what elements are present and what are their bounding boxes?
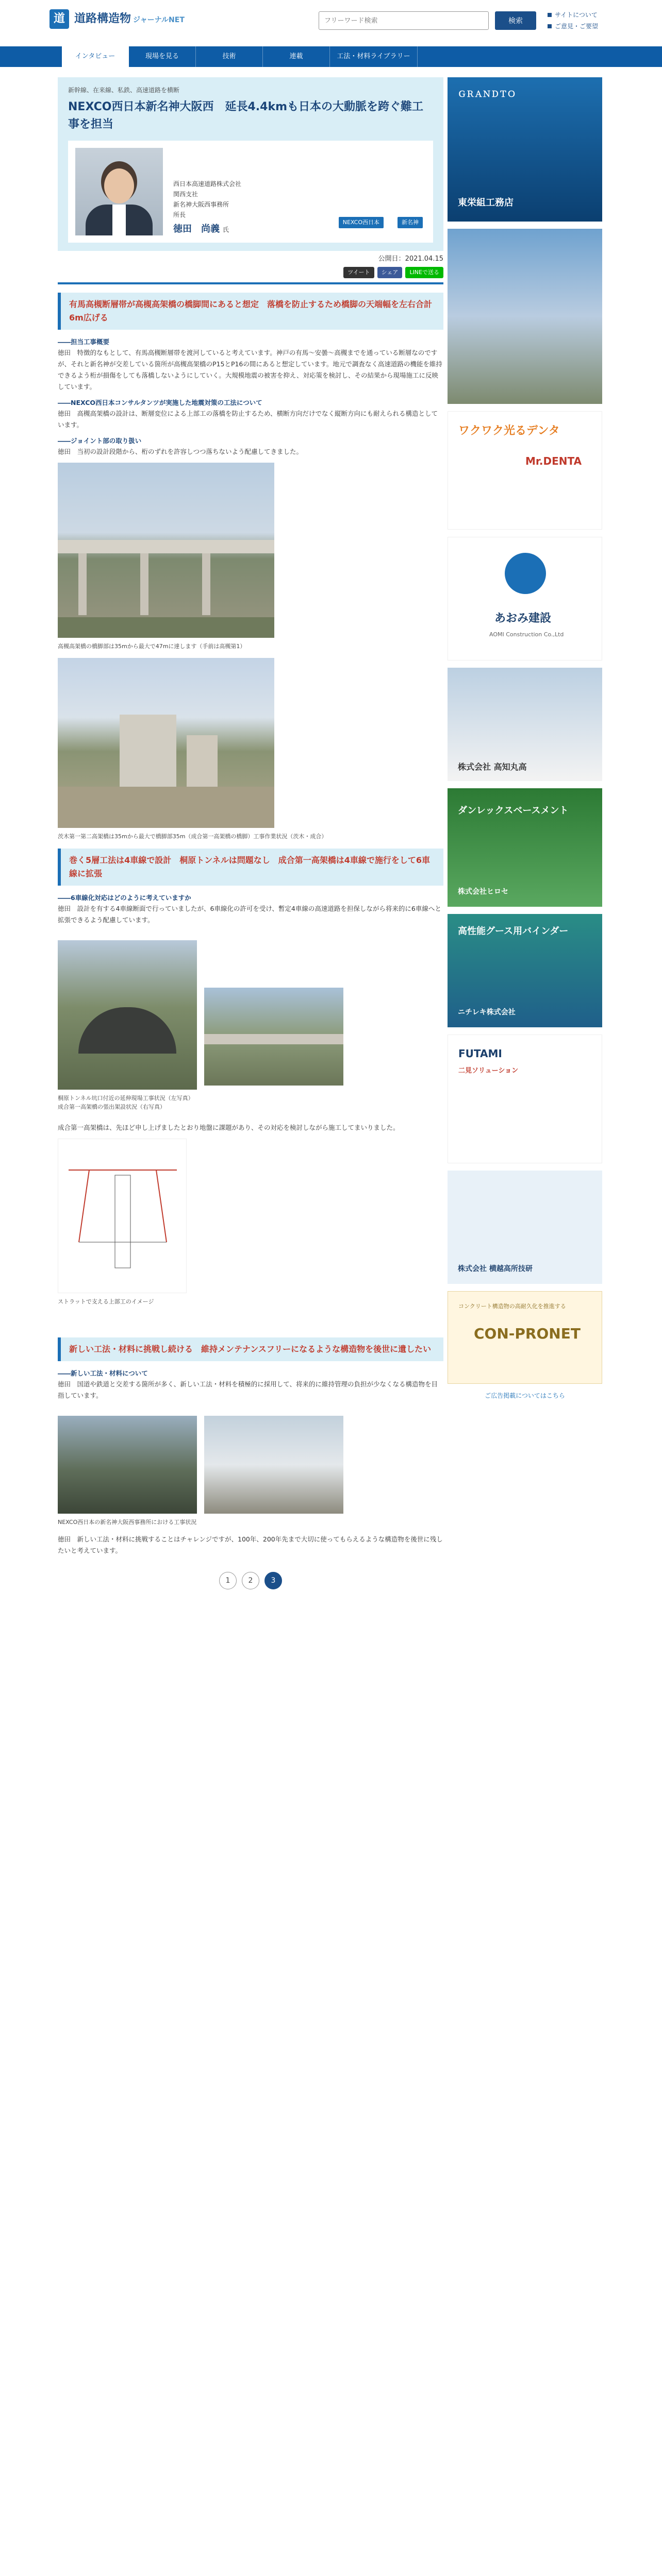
author-org: 西日本高速道路株式会社 <box>173 180 242 188</box>
paragraph: 成合第一高架橋は、先ほど申し上げましたとおり地盤に課題があり、その対応を検討しながら施工してまいりました。 <box>58 1123 400 1131</box>
ad-banner[interactable] <box>448 411 602 530</box>
photo-pair <box>58 1412 443 1518</box>
construction-photo <box>58 658 274 828</box>
paragraph: 徳田 高槻高架橋の設計は、断層変位による上部工の落橋を防止するため、横断方向だけでなく縦断方向にも耐えられる構造としています。 <box>58 409 438 429</box>
tweet-button[interactable]: ツイート <box>343 267 374 278</box>
paragraph: 徳田 国道や鉄道と交差する箇所が多く、新しい工法・材料を積極的に採用して、将来的に維持管理の負担が少なくなる構造物を目指しています。 <box>58 1380 438 1399</box>
question: ――ジョイント部の取り扱い <box>58 436 142 445</box>
ad-banner[interactable] <box>448 77 602 222</box>
construction-photo <box>58 1416 197 1514</box>
paragraph: 徳田 特徴的なもとして、有馬高槻断層帯を渡河していると考えています。神戸の有馬～安曇～高槻までを通っている断層なのですが、それと新名神が交差している箇所が高槻高架橋のP15とP16の間にあると想定しています。地元で調査なく高速道路の機能を維持できるよう桁が損傷をしても落橋しないようにしていく。大規模地震の被害を抑え、対応策を検討し、その結果から現場施工に反映しています。 <box>58 348 442 391</box>
ad-company: Mr.DENTA <box>525 455 582 467</box>
nav-tech[interactable]: 技術 <box>196 46 263 67</box>
top-links <box>548 9 598 32</box>
nav-site[interactable]: 現場を見る <box>129 46 196 67</box>
ad-banner[interactable] <box>448 914 602 1027</box>
top-link-feedback[interactable]: ご意見・ご要望 <box>548 21 598 32</box>
photo-caption: 成合第一高架橋の張出架設状況（右写真） <box>58 1104 166 1111</box>
ad-tagline: AOMI Construction Co.,Ltd <box>489 631 564 638</box>
nav-library[interactable]: 工法・材料ライブラリー <box>330 46 418 67</box>
ad-tagline: ＧＲＡＮＤＴＯ <box>458 89 516 99</box>
article-tags: 新幹線、在来線、私鉄、高速道路を横断 <box>68 87 180 94</box>
line-share-button[interactable]: LINEで送る <box>405 267 443 278</box>
photo-caption: 茨木第一第二高架橋は35mから最大で橋脚部35m（成合第一高架橋の橋脚）工事作業状況（茨木・成合） <box>58 833 327 840</box>
logo-mark-icon: 道 <box>49 9 69 29</box>
ad-company: ニチレキ株式会社 <box>458 1008 516 1016</box>
photo-caption: 桐原トンネル坑口付近の延伸現場工事状況（左写真） <box>58 1094 194 1101</box>
author-info <box>173 148 426 235</box>
site-header <box>0 0 662 46</box>
article <box>58 77 443 1605</box>
tag-badge[interactable]: NEXCO西日本 <box>339 217 384 228</box>
ad-tagline: 高性能グース用バインダー <box>458 926 569 937</box>
ad-tagline: コンクリート構造物の高耐久化を推進する <box>458 1303 566 1310</box>
author-role: 所長 <box>173 211 186 219</box>
logo-title: 道路構造物 ジャーナルNET <box>74 12 185 26</box>
question: ――6車線化対応はどのように考えていますか <box>58 893 191 902</box>
company-logo-icon <box>505 553 546 594</box>
main-nav <box>0 46 662 67</box>
author-card <box>68 141 433 243</box>
ad-tagline: 二見ソリューション <box>458 1067 519 1075</box>
section-heading: 有馬高槻断層帯が高槻高架橋の橋脚間にあると想定 落橋を防止するため橋脚の天端幅を左右合計6m広げる <box>58 293 443 330</box>
construction-photo <box>204 1416 343 1514</box>
pagination <box>58 1572 443 1589</box>
ad-banner[interactable] <box>448 1171 602 1284</box>
strut-diagram <box>58 1139 187 1293</box>
square-icon <box>548 24 552 28</box>
ad-banner[interactable] <box>448 1035 602 1163</box>
ad-tagline: ワクワク光るデンタ <box>458 425 560 437</box>
paragraph: 徳田 当初の設計段階から、桁のずれを許容しつつ落ちないよう配慮してきました。 <box>58 447 303 455</box>
photo-caption: 高槻高架橋の橋脚部は35mから最大で47mに達します（手前は高槻第1） <box>58 642 246 650</box>
page-2[interactable]: 2 <box>242 1572 259 1589</box>
ad-company: CON-PRONET <box>474 1325 581 1342</box>
nav-series[interactable]: 連載 <box>263 46 330 67</box>
construction-photo <box>204 988 343 1086</box>
ad-company: 株式会社 横越高所技研 <box>458 1265 533 1273</box>
photo-caption: ストラットで支える上部工のイメージ <box>58 1298 154 1305</box>
author-branch: 関西支社 <box>173 191 198 198</box>
question: ――NEXCO西日本コンサルタンツが実施した地震対策の工法について <box>58 398 262 406</box>
article-header <box>58 77 443 251</box>
search-input[interactable] <box>319 12 464 29</box>
ad-company: 株式会社ヒロセ <box>458 888 508 896</box>
ad-banner[interactable] <box>448 788 602 907</box>
ad-banner[interactable] <box>448 229 602 404</box>
ad-banner[interactable] <box>448 668 602 781</box>
section-heading: 新しい工法・材料に挑戦し続ける 維持メンテナンスフリーになるような構造物を後世に遺したい <box>58 1337 443 1361</box>
site-logo[interactable] <box>49 9 185 29</box>
author-name: 徳田 尚義 氏 <box>173 224 229 235</box>
ad-tagline: ダンレックスベースメント <box>458 805 569 816</box>
photo-caption: NEXCO西日本の新名神大阪西事務所における工事状況 <box>58 1518 197 1526</box>
ad-company: FUTAMI <box>458 1047 502 1060</box>
article-title: NEXCO西日本新名神大阪西 延長4.4kmも日本の大動脈を跨ぐ難工事を担当 <box>68 100 423 131</box>
author-office: 新名神大阪西事務所 <box>173 201 229 209</box>
search-box <box>319 11 489 30</box>
photo-pair <box>58 936 443 1094</box>
top-link-about[interactable]: サイトについて <box>548 9 598 21</box>
ad-company: あおみ建設 <box>494 612 552 625</box>
ad-company: 株式会社 高知丸高 <box>458 762 527 772</box>
question: ――担当工事概要 <box>58 337 110 346</box>
square-icon <box>548 13 552 17</box>
tag-badge[interactable]: 新名神 <box>398 217 423 228</box>
paragraph: 徳田 新しい工法・材料に挑戦することはチャレンジですが、100年、200年先まで大切に使ってもらえるような構造物を後世に残したいと考えています。 <box>58 1535 443 1555</box>
ad-more-link[interactable]: ご広告掲載についてはこちら <box>485 1392 565 1399</box>
divider <box>58 282 443 284</box>
sidebar-ads <box>448 77 602 1401</box>
share-buttons <box>58 267 443 278</box>
ad-banner[interactable] <box>448 537 602 660</box>
facebook-share-button[interactable]: シェア <box>377 267 403 278</box>
author-photo <box>75 148 163 235</box>
construction-photo <box>58 940 197 1090</box>
nav-interview[interactable]: インタビュー <box>62 46 129 67</box>
question: ――新しい工法・材料について <box>58 1369 148 1377</box>
search-button[interactable]: 検索 <box>495 11 536 30</box>
construction-photo <box>58 463 274 638</box>
diagram-figure <box>58 1139 187 1293</box>
ad-banner[interactable] <box>448 1291 602 1384</box>
paragraph: 徳田 設計を有する4車線断面で行っていましたが、6車線化の許可を受け、暫定4車線の高速道路を担保しながら将来的に6車線へと拡張できるよう配慮しています。 <box>58 904 441 924</box>
ad-company: 東栄組工務店 <box>458 197 514 208</box>
page-1[interactable]: 1 <box>219 1572 237 1589</box>
page-3[interactable]: 3 <box>264 1572 282 1589</box>
section-heading: 巻く5層工法は4車線で設計 桐原トンネルは問題なし 成合第一高架橋は4車線で施行をして6車線に拡張 <box>58 849 443 886</box>
publish-date: 公開日：2021.04.15 <box>378 255 443 263</box>
